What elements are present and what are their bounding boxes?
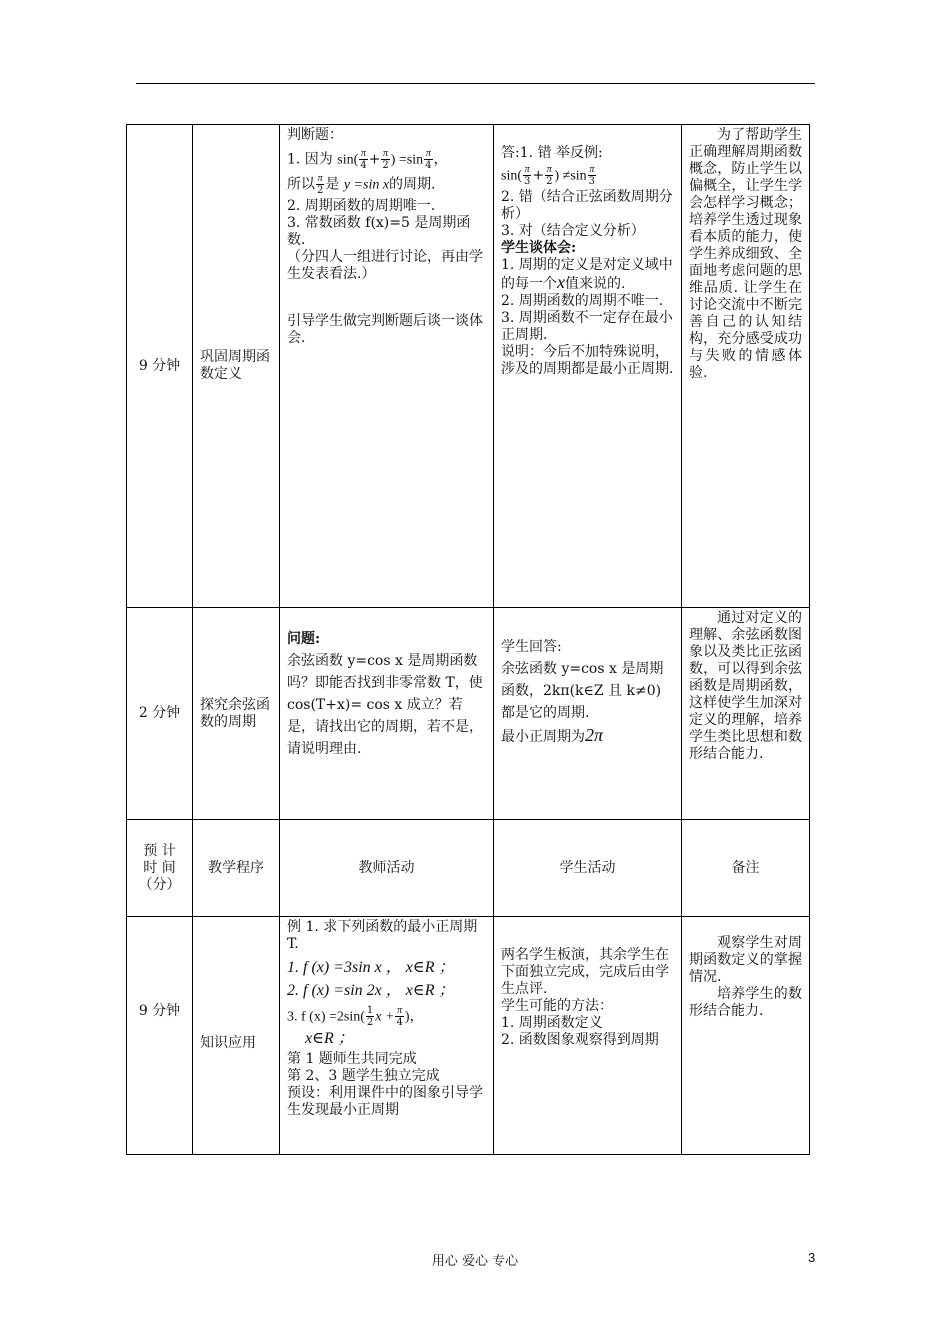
teacher-activity-cell: 例 1. 求下列函数的最小正周期 T. 1. f (x) =3sin x ， x∈R ； 2. f (x) =sin 2x ， x∈R ； 3. f (x) =2sin( $\frac{1}{2}$ x + $\frac{\pi}{4}$ )， x∈R ； 第 1 题师生共同完成 第 2、3 题学生独立完成 预设：利用课件中的图象引导学生发现最小正周期 [280,917,494,1155]
student-activity-cell: 答:1. 错 举反例: sin( $\frac{\pi}{3}$ + $\frac{\pi}{2}$ ) ≠sin $\frac{\pi}{3}$ 2. 错（结合正弦函数周期分析） 3. 对（结合定义分析） 学生谈体会: 1. 周期的定义是对定义域中的每一个x值来说的. 2. 周期函数的周期不唯一. 3. 周期函数不一定存在最小正周期. 说明：今后不加特殊说明，涉及的周期都是最小正周期. [494,125,682,608]
time-cell: 9 分钟 [127,917,193,1155]
time-cell: 9 分钟 [127,125,193,608]
remark-cell: 通过对定义的理解、余弦函数图象以及类比正弦函数，可以得到余弦函数是周期函数，这样使学生加深对定义的理解，培养学生类比思想和数形结合能力. [682,608,810,820]
table-header-row [127,820,810,917]
question-1: 1. 因为 sin( $\frac{\pi}{4}$ + $\frac{\pi}{2}$ ) =sin $\frac{\pi}{4}$ ， [287,148,448,171]
step-cell: 探究余弦函数的周期 [193,608,280,820]
table-row [127,608,810,820]
header-rule [136,83,815,84]
student-activity-cell: 学生回答: 余弦函数 y=cos x 是周期函数，2kπ(k∈Z 且 k≠0) 都是它的周期. 最小正周期为2π [494,608,682,820]
lesson-plan-table [126,124,810,1155]
header-step: 教学程序 [193,820,280,917]
formula-3: 3. f (x) =2sin( $\frac{1}{2}$ x + $\frac{\pi}{4}$ )， [287,1005,424,1028]
table-row [127,125,810,608]
table-row [127,917,810,1155]
time-cell: 2 分钟 [127,608,193,820]
header-teacher: 教师活动 [280,820,494,917]
step-cell: 巩固周期函数定义 [193,125,280,608]
step-cell: 知识应用 [193,917,280,1155]
header-student: 学生活动 [494,820,682,917]
remark-cell: 为了帮助学生正确理解周期函数概念，防止学生以偏概全，让学生学会怎样学习概念；培养学生透过现象看本质的能力，使学生养成细致、全面地考虑问题的思维品质. 让学生在讨论交流中不断完善自己的认知结构，充分感受成功与失败的情感体验. [682,125,810,608]
page-footer: 用心 爱心 专心 [431,1254,519,1269]
header-remark: 备注 [682,820,810,917]
teacher-activity-cell: 判断题： 1. 因为 sin( $\frac{\pi}{4}$ + $\frac{\pi}{2}$ ) =sin $\frac{\pi}{4}$ ， 所以 $\frac{\pi}{2}$ 是 y =sin x的周期. 2. 周期函数的周期唯一. 3. 常数函数 f(x)=5 是周期函数. （分四人一组进行讨论，再由学生发表看法.） 引导学生做完判断题后谈一谈体会. [280,125,494,608]
insight-1: 1. 周期的定义是对定义域中的每一个x值来说的. [501,257,673,292]
teacher-activity-cell: 问题: 余弦函数 y=cos x 是周期函数吗？即能否找到非零常数 T，使 cos(T+x)= cos x 成立？若是，请找出它的周期，若不是，请说明理由. [280,608,494,820]
counter-example: sin( $\frac{\pi}{3}$ + $\frac{\pi}{2}$ ) ≠sin $\frac{\pi}{3}$ [501,164,596,187]
header-time: 预 计 时 间（分） [127,820,193,917]
student-activity-cell: 两名学生板演，其余学生在下面独立完成，完成后由学生点评. 学生可能的方法： 1. 周期函数定义 2. 函数图象观察得到周期 [494,917,682,1155]
page-number: 3 [808,1250,816,1265]
remark-cell: 观察学生对周期函数定义的掌握情况. 培养学生的数形结合能力. [682,917,810,1155]
question-1-cont: 所以 $\frac{\pi}{2}$ 是 y =sin x的周期. [287,173,436,196]
